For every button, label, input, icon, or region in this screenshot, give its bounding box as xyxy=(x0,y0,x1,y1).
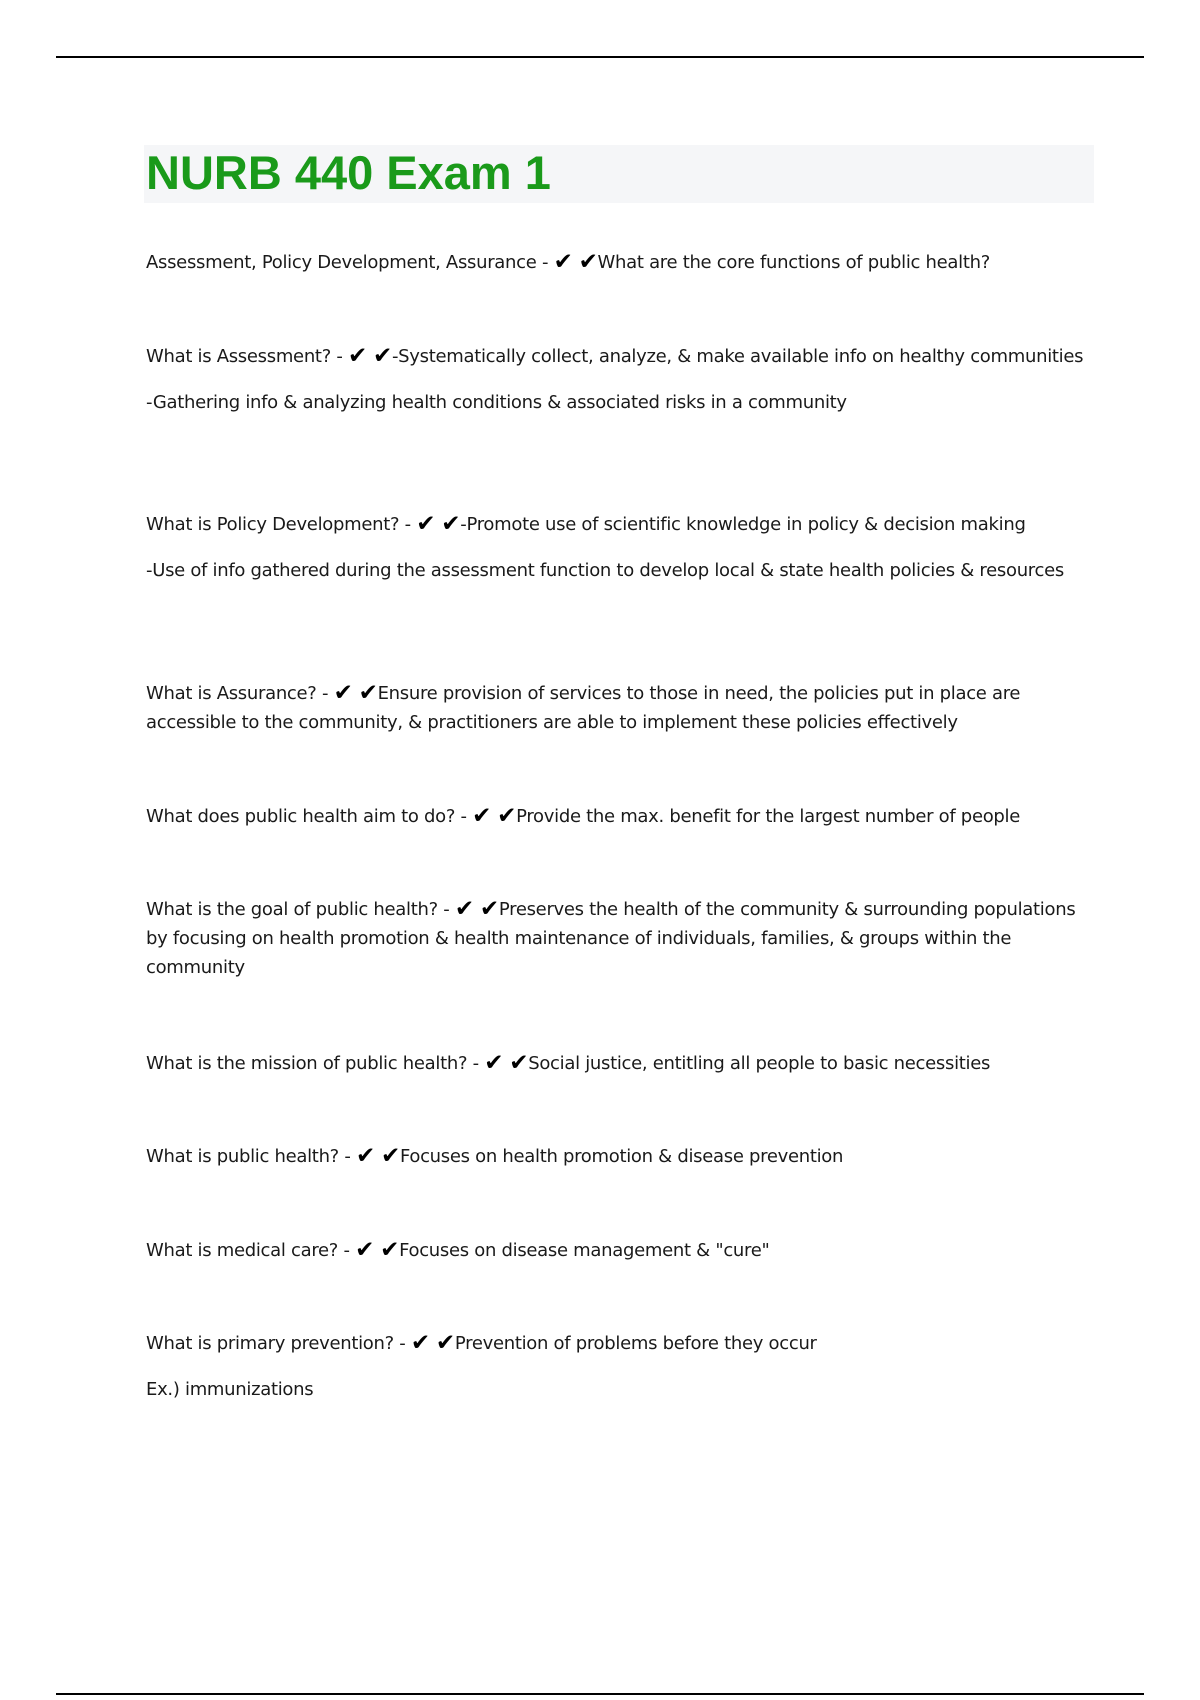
question-term: What is Policy Development? xyxy=(146,514,400,535)
check-icon: ✔ xyxy=(472,803,492,829)
qa-item xyxy=(146,1049,1086,1078)
question-term: What is the mission of public health? xyxy=(146,1053,468,1074)
qa-line xyxy=(146,1142,1086,1171)
document-title: NURB 440 Exam 1 xyxy=(146,146,551,199)
qa-item xyxy=(146,342,1086,417)
check-icon: ✔ xyxy=(435,1330,455,1356)
answer-continuation: Ex.) immunizations xyxy=(146,1379,314,1400)
separator: - xyxy=(338,1240,356,1261)
qa-line xyxy=(146,248,1086,277)
check-icon: ✔ xyxy=(348,343,367,369)
check-icon: ✔ xyxy=(380,1143,400,1169)
separator: - xyxy=(393,1333,411,1354)
answer-continuation: -Gathering info & analyzing health conditions & associated risks in a community xyxy=(146,392,847,413)
check-icon: ✔ xyxy=(333,680,353,706)
separator: - xyxy=(316,683,334,704)
check-icon: ✔ xyxy=(553,249,573,275)
qa-item xyxy=(146,1329,1086,1404)
check-icon: ✔ xyxy=(484,1050,504,1076)
separator: - xyxy=(338,1146,356,1167)
question-term: What is the goal of public health? xyxy=(146,899,438,920)
qa-line xyxy=(146,1329,1086,1358)
check-icon: ✔ xyxy=(358,680,378,706)
check-icon: ✔ xyxy=(578,249,598,275)
qa-line xyxy=(146,895,1086,982)
check-icon: ✔ xyxy=(380,1237,400,1263)
check-icon: ✔ xyxy=(441,511,461,537)
check-icon: ✔ xyxy=(372,343,392,369)
check-icon: ✔ xyxy=(479,896,499,922)
answer-text: Social justice, entitling all people to basic necessities xyxy=(528,1053,991,1074)
qa-line xyxy=(146,510,1086,539)
answer-text: Focuses on health promotion & disease prevention xyxy=(399,1146,844,1167)
qa-item xyxy=(146,1236,1086,1265)
question-term: What is Assurance? xyxy=(146,683,317,704)
check-icon: ✔ xyxy=(509,1050,529,1076)
qa-line xyxy=(146,1049,1086,1078)
question-term: What is public health? xyxy=(146,1146,339,1167)
check-icon: ✔ xyxy=(355,1143,375,1169)
separator: - xyxy=(330,346,348,367)
qa-line xyxy=(146,679,1086,737)
qa-item xyxy=(146,679,1086,737)
top-rule xyxy=(56,56,1144,58)
qa-item xyxy=(146,895,1086,982)
answer-text: What are the core functions of public health? xyxy=(597,252,990,273)
answer-text: Ensure provision of services to those in need, the policies put in place are accessible to the community, & practitioners are able to implement these policies effectively xyxy=(146,683,1021,733)
question-term: What is primary prevention? xyxy=(146,1333,394,1354)
qa-item xyxy=(146,802,1086,831)
check-icon: ✔ xyxy=(355,1237,375,1263)
separator: - xyxy=(536,252,554,273)
answer-text: Prevention of problems before they occur xyxy=(454,1333,817,1354)
answer-text: Preserves the health of the community & surrounding populations by focusing on health promotion & health maintenance of individuals, families, & groups within the community xyxy=(146,899,1076,978)
qa-line xyxy=(146,1236,1086,1265)
bottom-rule xyxy=(56,1693,1144,1695)
check-icon: ✔ xyxy=(497,803,517,829)
check-icon: ✔ xyxy=(416,511,436,537)
separator: - xyxy=(455,806,473,827)
qa-item xyxy=(146,248,1086,277)
question-term: What is medical care? xyxy=(146,1240,339,1261)
check-icon: ✔ xyxy=(410,1330,430,1356)
separator: - xyxy=(437,899,455,920)
separator: - xyxy=(399,514,417,535)
separator: - xyxy=(467,1053,485,1074)
answer-text: Focuses on disease management & "cure" xyxy=(399,1240,770,1261)
answer-continuation: -Use of info gathered during the assessment function to develop local & state health policies & resources xyxy=(146,560,1064,581)
question-term: Assessment, Policy Development, Assurance xyxy=(146,252,537,273)
answer-text: -Promote use of scientific knowledge in policy & decision making xyxy=(460,514,1026,535)
check-icon: ✔ xyxy=(454,896,474,922)
question-term: What is Assessment? xyxy=(146,346,331,367)
qa-line xyxy=(146,802,1086,831)
answer-text: Provide the max. benefit for the largest number of people xyxy=(516,806,1021,827)
qa-item xyxy=(146,510,1086,585)
question-term: What does public health aim to do? xyxy=(146,806,456,827)
answer-text: -Systematically collect, analyze, & make available info on healthy communities xyxy=(391,346,1084,367)
qa-line xyxy=(146,342,1086,371)
qa-item xyxy=(146,1142,1086,1171)
